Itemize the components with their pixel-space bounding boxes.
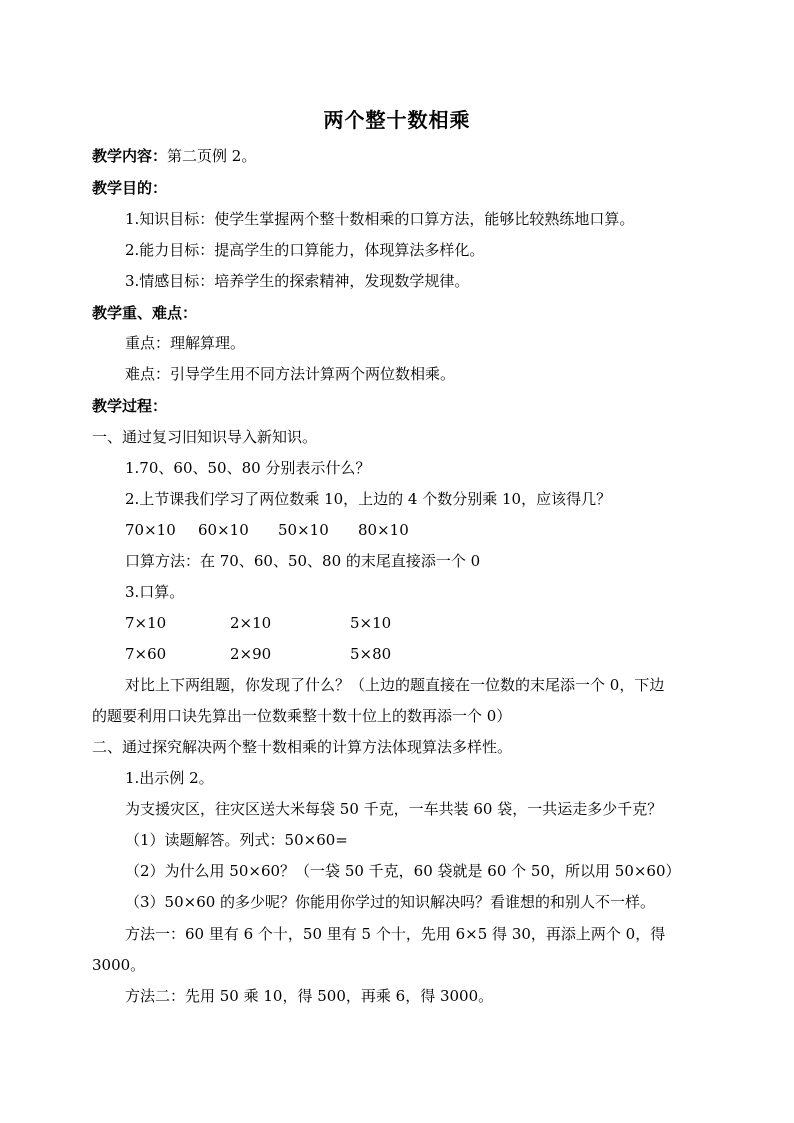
- content-line: [92, 146, 256, 166]
- expression: 7×60: [125, 645, 167, 663]
- objective-item: 3.情感目标：培养学生的探索精神，发现数学规律。: [125, 272, 470, 290]
- expression: 2×10: [230, 614, 272, 632]
- expression: 70×10: [125, 521, 176, 539]
- review-question-1: 1.70、60、50、80 分别表示什么？: [125, 459, 371, 477]
- word-problem: 为支援灾区，往灾区送大米每袋 50 千克，一车共装 60 袋，一共运走多少千克？: [125, 800, 663, 818]
- keypoints-heading: 教学重、难点：: [92, 304, 198, 322]
- objective-item: 2.能力目标：提高学生的口算能力，体现算法多样化。: [125, 241, 485, 259]
- expression: 2×90: [230, 645, 272, 663]
- content-text: 第二页例 2。: [167, 147, 257, 165]
- content-label: 教学内容：: [92, 147, 168, 165]
- section-1-title: 一、通过复习旧知识导入新知识。: [92, 428, 318, 446]
- review-question-2: 2.上节课我们学习了两位数乘 10，上边的 4 个数分别乘 10，应该得几？: [125, 490, 612, 508]
- method-2: 方法二：先用 50 乘 10，得 500，再乘 6，得 3000。: [125, 987, 494, 1005]
- expression: 7×10: [125, 614, 167, 632]
- difficult-point: 难点：引导学生用不同方法计算两个两位数相乘。: [125, 365, 456, 383]
- section-2-title: 二、通过探究解决两个整十数相乘的计算方法体现算法多样性。: [92, 738, 513, 756]
- show-example: 1.出示例 2。: [125, 769, 214, 787]
- process-heading: 教学过程：: [92, 397, 168, 415]
- page-title: 两个整十数相乘: [323, 108, 471, 132]
- step-1: （1）读题解答。列式：50×60=: [125, 831, 348, 849]
- expression: 60×10: [198, 521, 249, 539]
- expression: 5×10: [350, 614, 392, 632]
- compare-text-line-2: 的题要利用口诀先算出一位数乘整十数十位上的数再添一个 0）: [92, 707, 512, 725]
- key-point: 重点：理解算理。: [125, 334, 246, 352]
- objectives-heading: 教学目的：: [92, 179, 168, 197]
- method-1-line-2: 3000。: [92, 956, 146, 974]
- expression: 5×80: [350, 645, 392, 663]
- review-question-3: 3.口算。: [125, 583, 185, 601]
- method-1-line-1: 方法一：60 里有 6 个十，50 里有 5 个十，先用 6×5 得 30，再添上两个 0，得: [125, 925, 666, 943]
- compare-text-line-1: 对比上下两组题，你发现了什么？（上边的题直接在一位数的末尾添一个 0，下边: [125, 676, 665, 694]
- step-3: （3）50×60 的多少呢？你能用你学过的知识解决吗？看谁想的和别人不一样。: [125, 893, 656, 911]
- mental-method: 口算方法：在 70、60、50、80 的末尾直接添一个 0: [125, 552, 481, 570]
- step-2: （2）为什么用 50×60？（一袋 50 千克，60 袋就是 60 个 50，所以用 50×60）: [125, 862, 681, 880]
- expression: 80×10: [358, 521, 409, 539]
- expression: 50×10: [278, 521, 329, 539]
- objective-item: 1.知识目标：使学生掌握两个整十数相乘的口算方法，能够比较熟练地口算。: [125, 210, 635, 228]
